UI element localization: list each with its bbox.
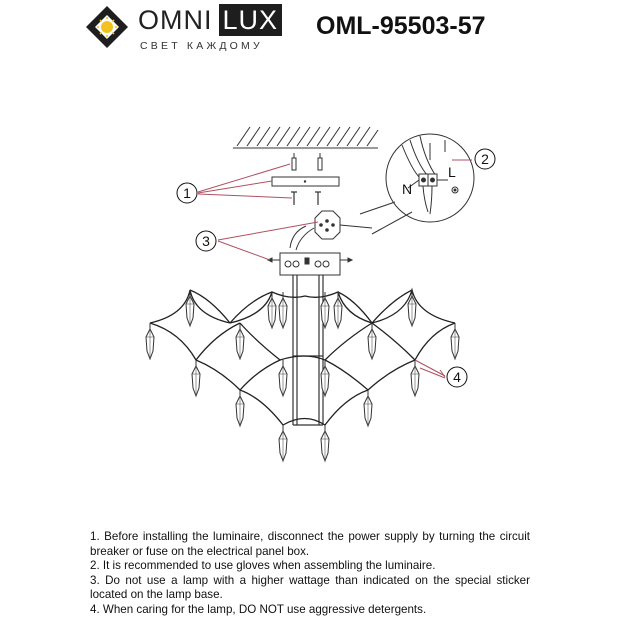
wire-label-live: L (448, 164, 456, 180)
callout-2-label: 2 (481, 151, 489, 167)
brand-tagline: СВЕТ КАЖДОМУ (140, 40, 263, 52)
callout-1-label: 1 (183, 185, 191, 201)
mounting-screws (291, 192, 321, 205)
note-3: 3. Do not use a lamp with a higher wattage than indicated on the special sticker located on the lamp base. (90, 573, 530, 601)
model-number: OML-95503-57 (316, 12, 486, 40)
note-2: 2. It is recommended to use gloves when assembling the luminaire. (90, 559, 436, 572)
terminal-block (290, 211, 372, 250)
ceiling (233, 127, 378, 148)
note-4: 4. When caring for the lamp, DO NOT use aggressive detergents. (90, 602, 427, 616)
canopy-box (268, 253, 352, 275)
brand-name-omni: OMNI (138, 5, 213, 35)
wiring-detail (360, 134, 474, 234)
brand-name-lux: LUX (219, 4, 283, 36)
safety-notes (90, 530, 530, 617)
callout-4 (447, 367, 467, 387)
callout-2 (475, 149, 495, 169)
crystal-pendants (146, 290, 459, 461)
wire-label-neutral: N (402, 181, 413, 197)
wall-plugs (292, 153, 322, 170)
callout-3-label: 3 (202, 233, 210, 249)
note-1: 1. Before installing the luminaire, disconnect the power supply by turning the circuit breaker or fuse on the electrical panel box. (90, 530, 530, 558)
callout-3 (196, 231, 216, 251)
callout-4-label: 4 (453, 369, 461, 385)
callout-1 (177, 183, 197, 203)
